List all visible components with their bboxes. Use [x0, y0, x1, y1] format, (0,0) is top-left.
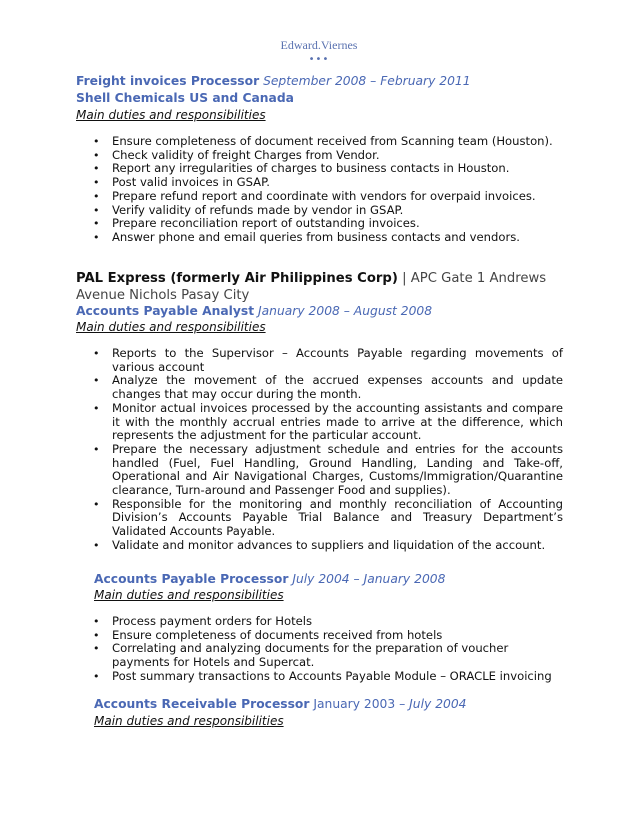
job4-title: Accounts Receivable Processor [94, 697, 310, 711]
job1-duty-item: • Prepare refund report and coordinate with vendors for overpaid invoices. [89, 190, 569, 204]
job2-dates: January 2008 – August 2008 [258, 304, 433, 318]
job1-duties-list [89, 135, 569, 245]
job2-separator: | [402, 271, 407, 286]
job4-dates-start: January 2003 [313, 697, 396, 711]
job1-duty-item: • Prepare reconciliation report of outstanding invoices. [89, 217, 569, 231]
job2-duty-item: • Monitor actual invoices processed by the accounting assistants and compare it with the monthly accrual entries made to arrive at the difference, which represents the adjustment for the particular account. [89, 402, 563, 443]
job2-duties-list [89, 347, 563, 553]
job3-duty-item: • Ensure completeness of documents received from hotels [89, 629, 569, 643]
job1-dates: September 2008 – February 2011 [263, 74, 471, 88]
job2-address-line2: Avenue Nichols Pasay City [76, 288, 250, 303]
job1-duty-item: • Post valid invoices in GSAP. [89, 176, 569, 190]
header-dots: ••• [308, 54, 330, 65]
job1-duties-label: Main duties and responsibilities [76, 108, 266, 122]
job2-duty-item: • Validate and monitor advances to suppliers and liquidation of the account. [89, 539, 563, 553]
job2-duty-item: • Responsible for the monitoring and monthly reconciliation of Accounting Division’s Accounts Payable Trial Balance and Treasury Department’s Validated Accounts Payable. [89, 498, 563, 539]
job1-title: Freight invoices Processor [76, 74, 260, 88]
job2-company-line [76, 271, 546, 286]
job3-title: Accounts Payable Processor [94, 572, 289, 586]
job4-heading [94, 697, 467, 712]
job3-duties-list [89, 615, 569, 684]
job1-company: Shell Chemicals US and Canada [76, 91, 294, 105]
job1-duty-item: • Ensure completeness of document received from Scanning team (Houston). [89, 135, 569, 149]
job2-address-line1: APC Gate 1 Andrews [410, 271, 547, 286]
job4-dates-rest: – July 2004 [399, 697, 467, 711]
job3-duty-item: • Post summary transactions to Accounts Payable Module – ORACLE invoicing [89, 670, 569, 684]
job2-title: Accounts Payable Analyst [76, 304, 255, 318]
job1-duty-item: • Check validity of freight Charges from Vendor. [89, 149, 569, 163]
resume-owner-name: Edward.Viernes [280, 38, 358, 52]
job3-duties-label: Main duties and responsibilities [94, 588, 284, 602]
job3-dates: July 2004 – January 2008 [292, 572, 446, 586]
job3-duty-item: • Process payment orders for Hotels [89, 615, 569, 629]
job2-duty-item: • Prepare the necessary adjustment schedule and entries for the accounts handled (Fuel, Fuel Handling, Ground Handling, Landing and Take-off, Operational and Air Navigational Charges, Customs/Immigration/Quarantine clearance, Turn-around and Passenger Food and supplies). [89, 443, 563, 498]
job3-duty-item: • Correlating and analyzing documents for the preparation of voucher payments for Hotels and Supercat. [89, 642, 569, 669]
job2-duties-label: Main duties and responsibilities [76, 320, 266, 334]
job2-duty-item: • Analyze the movement of the accrued expenses accounts and update changes that may occur during the month. [89, 374, 563, 401]
job2-duty-item: • Reports to the Supervisor – Accounts Payable regarding movements of various account [89, 347, 563, 374]
job1-heading [76, 74, 471, 89]
job3-heading [94, 572, 445, 587]
job2-heading [76, 304, 432, 319]
job1-duty-item: • Report any irregularities of charges to business contacts in Houston. [89, 162, 569, 176]
job1-duty-item: • Verify validity of refunds made by vendor in GSAP. [89, 204, 569, 218]
job1-duty-item: • Answer phone and email queries from business contacts and vendors. [89, 231, 569, 245]
job4-duties-label: Main duties and responsibilities [94, 714, 284, 728]
job2-company: PAL Express (formerly Air Philippines Corp) [76, 271, 398, 286]
